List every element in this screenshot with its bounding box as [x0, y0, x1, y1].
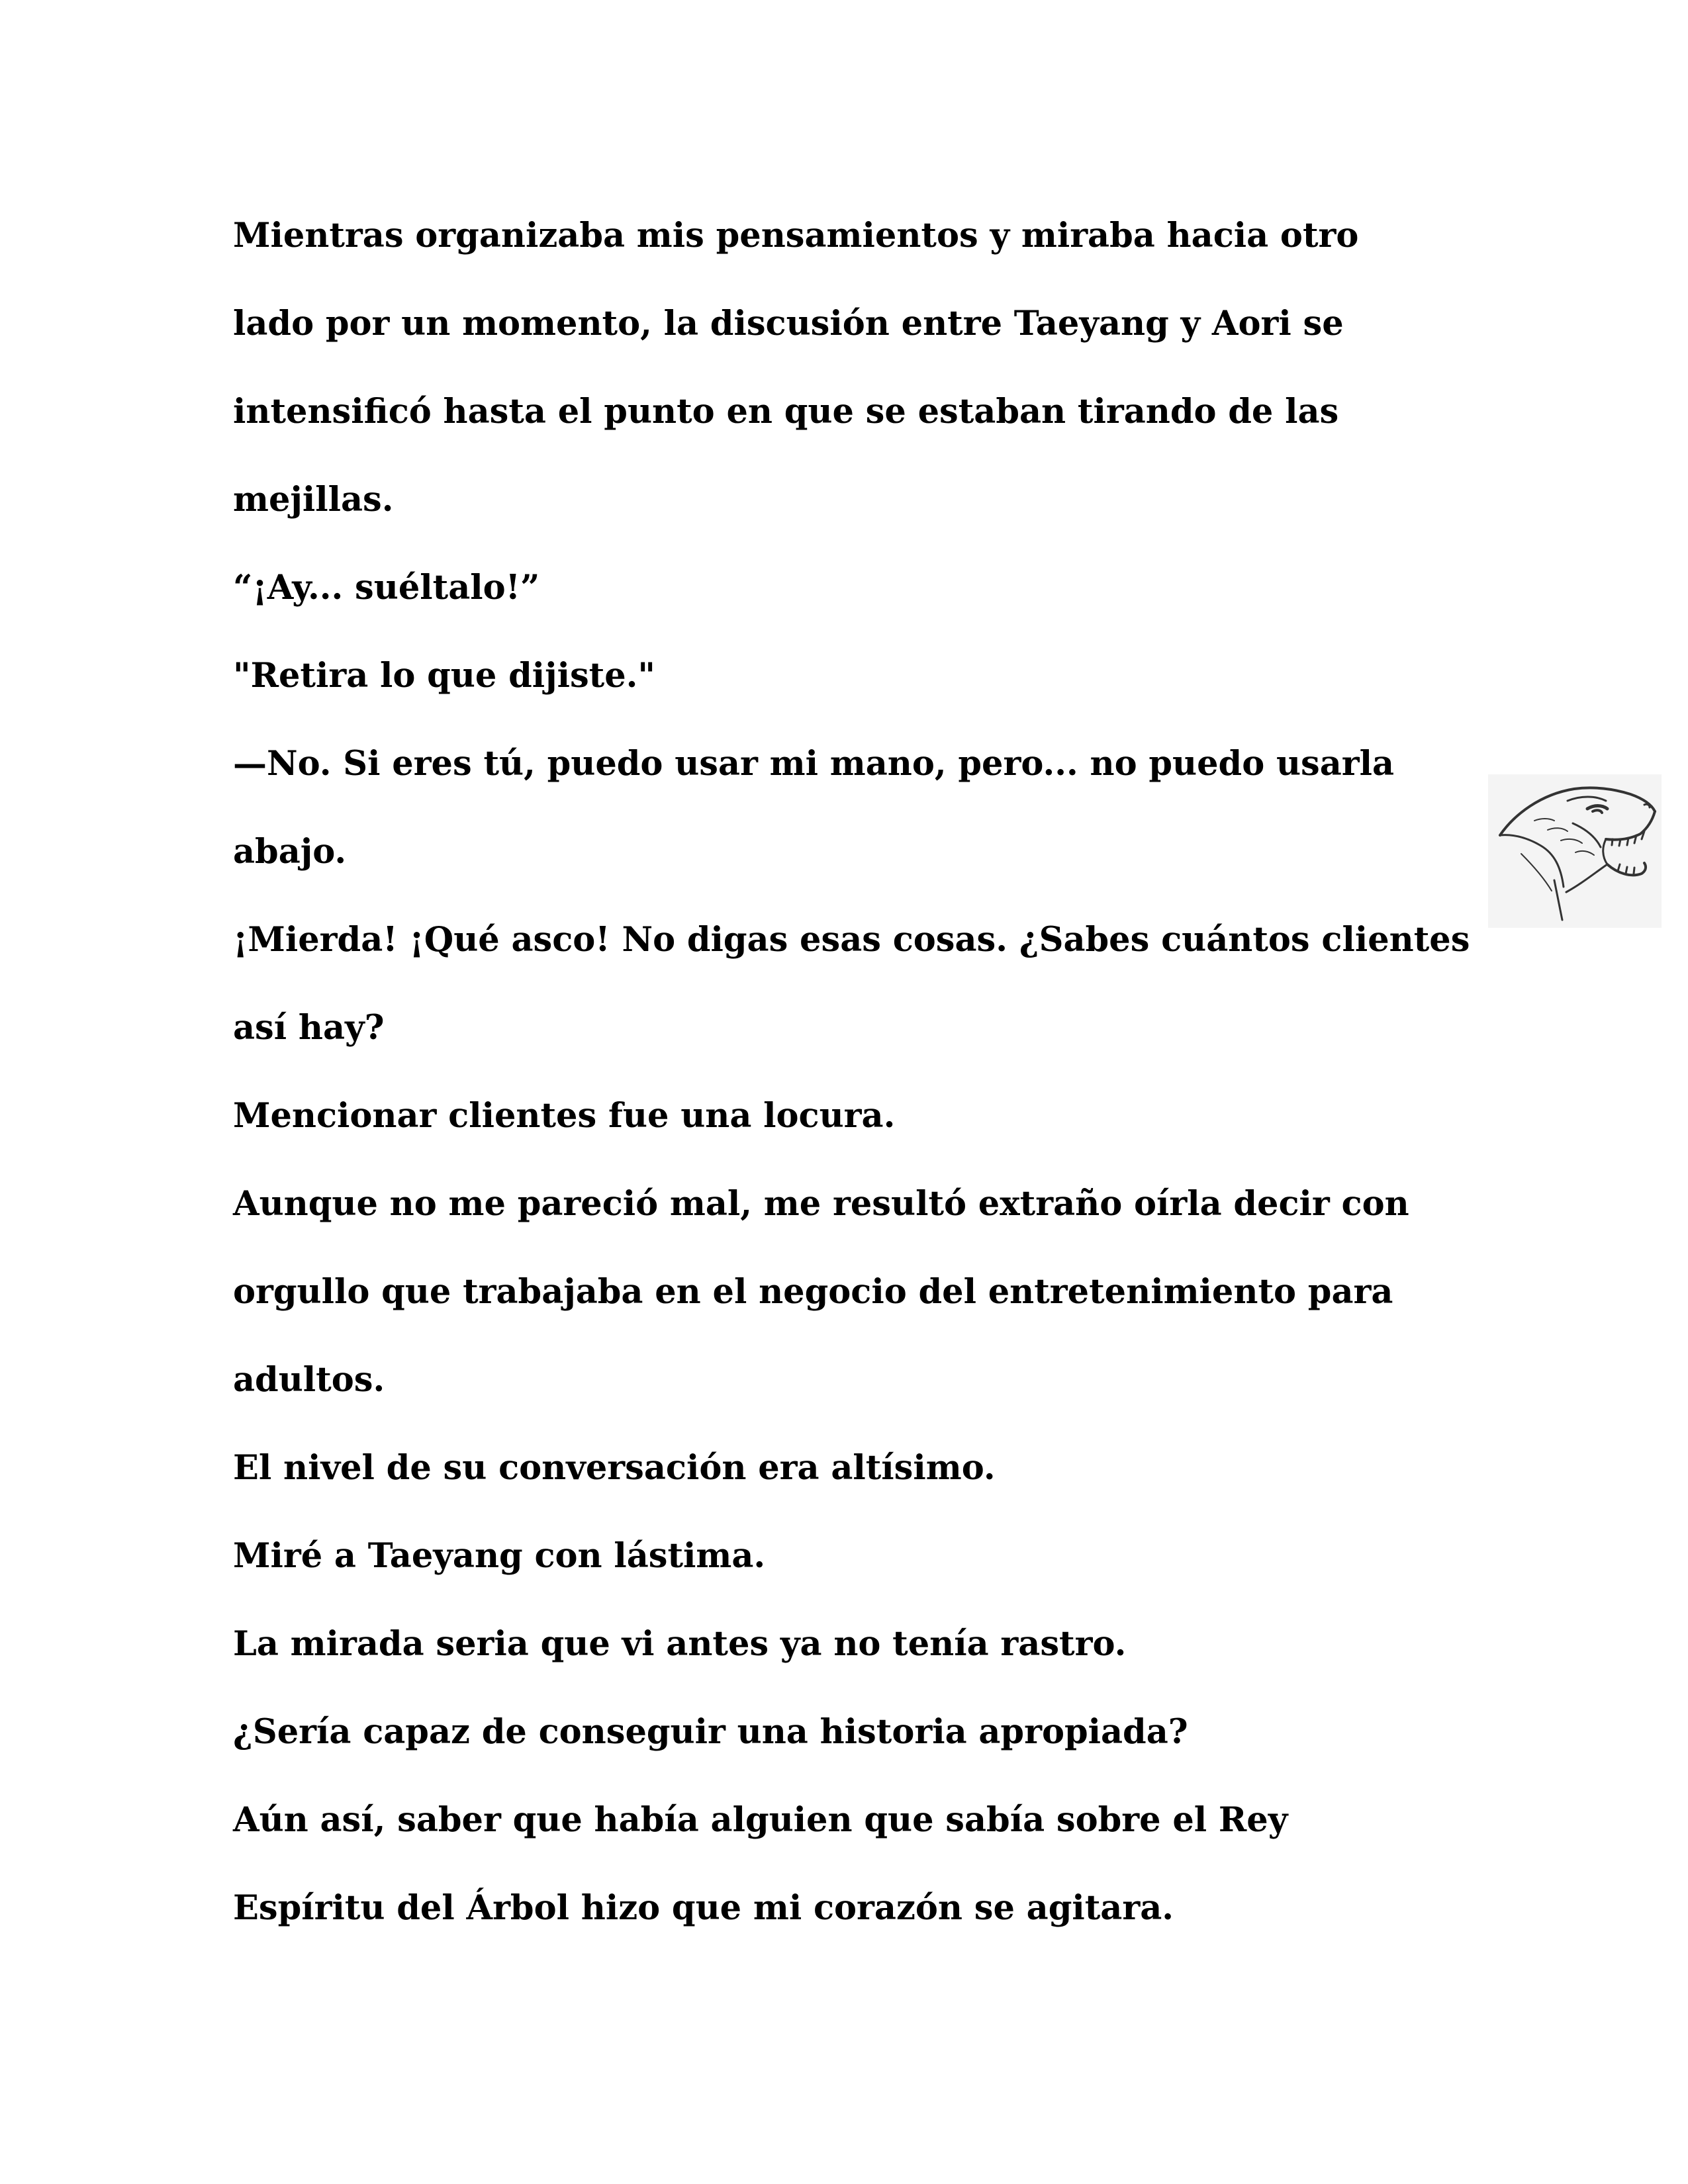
text-line: adultos.	[233, 1360, 385, 1400]
text-line: abajo.	[233, 832, 347, 872]
text-line: —No. Si eres tú, puedo usar mi mano, pero... no puedo usarla	[233, 744, 1395, 784]
text-line: así hay?	[233, 1008, 385, 1048]
text-line: El nivel de su conversación era altísimo.	[233, 1448, 996, 1488]
text-line: Aunque no me pareció mal, me resultó extraño oírla decir con	[233, 1184, 1409, 1224]
text-line: La mirada seria que vi antes ya no tenía rastro.	[233, 1624, 1127, 1664]
text-line: lado por un momento, la discusión entre Taeyang y Aori se	[233, 304, 1344, 343]
text-line: “¡Ay... suéltalo!”	[233, 568, 540, 608]
text-line: "Retira lo que dijiste."	[233, 656, 655, 696]
text-line: intensificó hasta el punto en que se estaban tirando de las	[233, 392, 1339, 432]
body-text	[233, 192, 1491, 1952]
text-line: ¡Mierda! ¡Qué asco! No digas esas cosas. ¿Sabes cuántos clientes	[233, 920, 1470, 960]
text-line: Miré a Taeyang con lástima.	[233, 1536, 766, 1576]
text-line: Mientras organizaba mis pensamientos y miraba hacia otro	[233, 216, 1359, 255]
text-line: Mencionar clientes fue una locura.	[233, 1096, 896, 1136]
text-line: Aún así, saber que había alguien que sabía sobre el Rey	[233, 1800, 1288, 1840]
text-line: mejillas.	[233, 480, 394, 520]
text-line: orgullo que trabajaba en el negocio del entretenimiento para	[233, 1272, 1393, 1312]
dinosaur-head-sketch-icon	[1488, 774, 1662, 928]
text-line: Espíritu del Árbol hizo que mi corazón se agitara.	[233, 1888, 1174, 1928]
text-line: ¿Sería capaz de conseguir una historia apropiada?	[233, 1712, 1188, 1752]
